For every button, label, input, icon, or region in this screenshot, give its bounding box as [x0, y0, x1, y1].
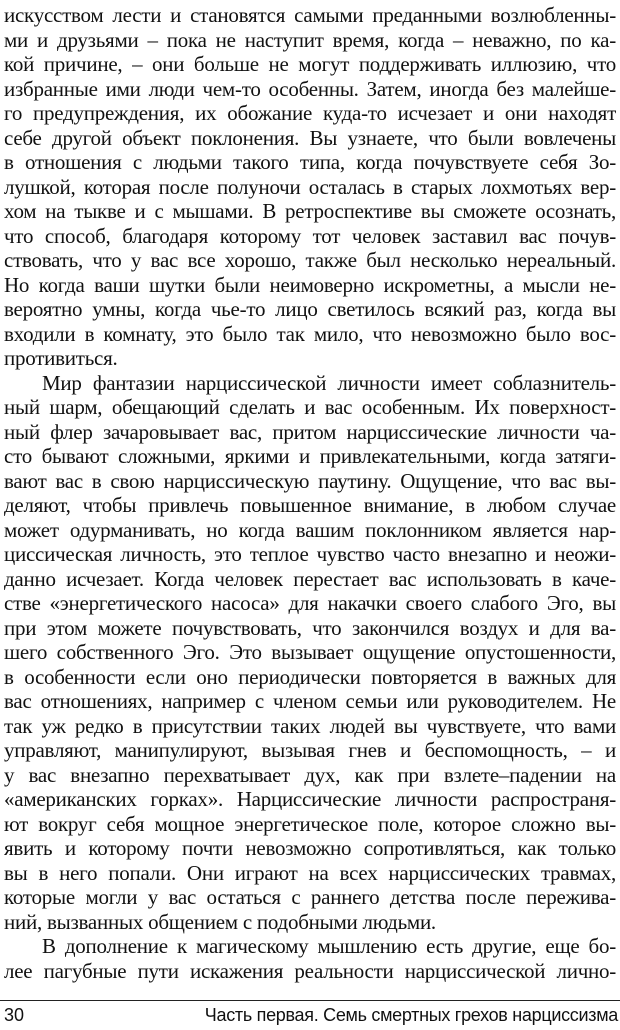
- text-line: вероятно умны, когда чье-то лицо светилось всякий раз, когда вы: [4, 297, 616, 321]
- text-line: у вас внезапно перехватывает дух, как при взлете–падении на: [4, 762, 616, 787]
- text-line: ствовать, что у вас все хорошо, также был несколько нереальный.: [4, 248, 616, 272]
- text-line: ми и друзьями – пока не наступит время, когда – неважно, по ка-: [4, 27, 616, 52]
- text-line: может одурманивать, но когда вашим поклонником является нар-: [4, 517, 616, 542]
- text-line: ный шарм, обещающий сделать и вас особенным. Их поверхност-: [4, 395, 616, 419]
- text-line: что способ, благодаря которому тот человек заставил вас почув-: [4, 223, 616, 248]
- text-line: стве «энергетического насоса» для накачки своего слабого Эго, вы: [4, 591, 616, 615]
- footer-divider: [0, 1000, 620, 1001]
- text-line: лушкой, которая после полуночи осталась в старых лохмотьях вер-: [4, 174, 616, 199]
- text-line: шего собственного Эго. Это вызывает ощущение опустошенности,: [4, 640, 616, 664]
- text-line: которые могли у вас остаться с раннего детства после пережива-: [4, 885, 616, 909]
- text-line: деляют, чтобы привлечь повышенное внимание, в любом случае: [4, 493, 616, 517]
- text-line: ный флер зачаровывает вас, притом нарциссические личности ча-: [4, 419, 616, 444]
- text-line: «американских горках». Нарциссические личности распространя-: [4, 787, 616, 811]
- text-line: Мир фантазии нарциссической личности имеет соблазнитель-: [42, 370, 616, 395]
- text-line: при этом можете почувствовать, что закончился воздух и для ва-: [4, 615, 616, 640]
- text-line: лее пагубные пути искажения реальности нарциссической лично-: [4, 958, 616, 983]
- text-line: сто бывают сложными, яркими и привлекательными, когда затяги-: [4, 444, 616, 468]
- text-line: вают вас в свою нарциссическую паутину. Ощущение, что вас вы-: [4, 468, 616, 493]
- text-line: кой причине, – они больше не могут поддерживать иллюзию, что: [4, 52, 616, 76]
- text-line: вас отношениях, например с членом семьи или руководителем. Не: [4, 689, 616, 713]
- text-line: себе другой объект поклонения. Вы узнаете, что были вовлечены: [4, 125, 616, 150]
- text-line: хом на тыкве и с мышами. В ретроспективе вы сможете осознать,: [4, 199, 616, 223]
- text-line: вы в него попали. Они играют на всех нарциссических травмах,: [4, 860, 616, 885]
- page-footer: [0, 1004, 620, 1028]
- text-line: циссическая личность, это теплое чувство часто внезапно и неожи-: [4, 542, 616, 566]
- running-title: Часть первая. Семь смертных грехов нарциссизма: [204, 1005, 618, 1025]
- text-line: входили в комнату, это было так мило, что невозможно было вос-: [4, 321, 616, 346]
- text-line: Но когда ваши шутки были неимоверно искрометны, а мысли не-: [4, 272, 616, 297]
- text-line: в особенности если оно периодически повторяется в важных для: [4, 664, 616, 689]
- text-line: В дополнение к магическому мышлению есть другие, еще бо-: [42, 934, 616, 958]
- text-line: ют вокруг себя мощное энергетическое поле, которое сложно вы-: [4, 811, 616, 836]
- text-line: управляют, манипулируют, вызывая гнев и беспомощность, – и: [4, 738, 616, 762]
- text-line: так уж редко в присутствии таких людей вы чувствуете, что вами: [4, 713, 616, 738]
- body-text: [4, 3, 616, 983]
- text-line: данно исчезает. Когда человек перестает вас использовать в каче-: [4, 566, 616, 591]
- text-line: явить и которому почти невозможно сопротивляться, как только: [4, 836, 616, 860]
- text-line: в отношения с людьми такого типа, когда почувствуете себя Зо-: [4, 150, 616, 174]
- text-line: искусством лести и становятся самыми преданными возлюбленны-: [4, 3, 616, 27]
- text-line: противиться.: [4, 346, 118, 370]
- text-line: избранные ими люди чем-то особенны. Затем, иногда без малейше-: [4, 76, 616, 101]
- text-line: го предупреждения, их обожание куда-то исчезает и они находят: [4, 101, 616, 125]
- page-number: 30: [4, 1005, 25, 1025]
- text-line: ний, вызванных общением с подобными людьми.: [4, 909, 436, 934]
